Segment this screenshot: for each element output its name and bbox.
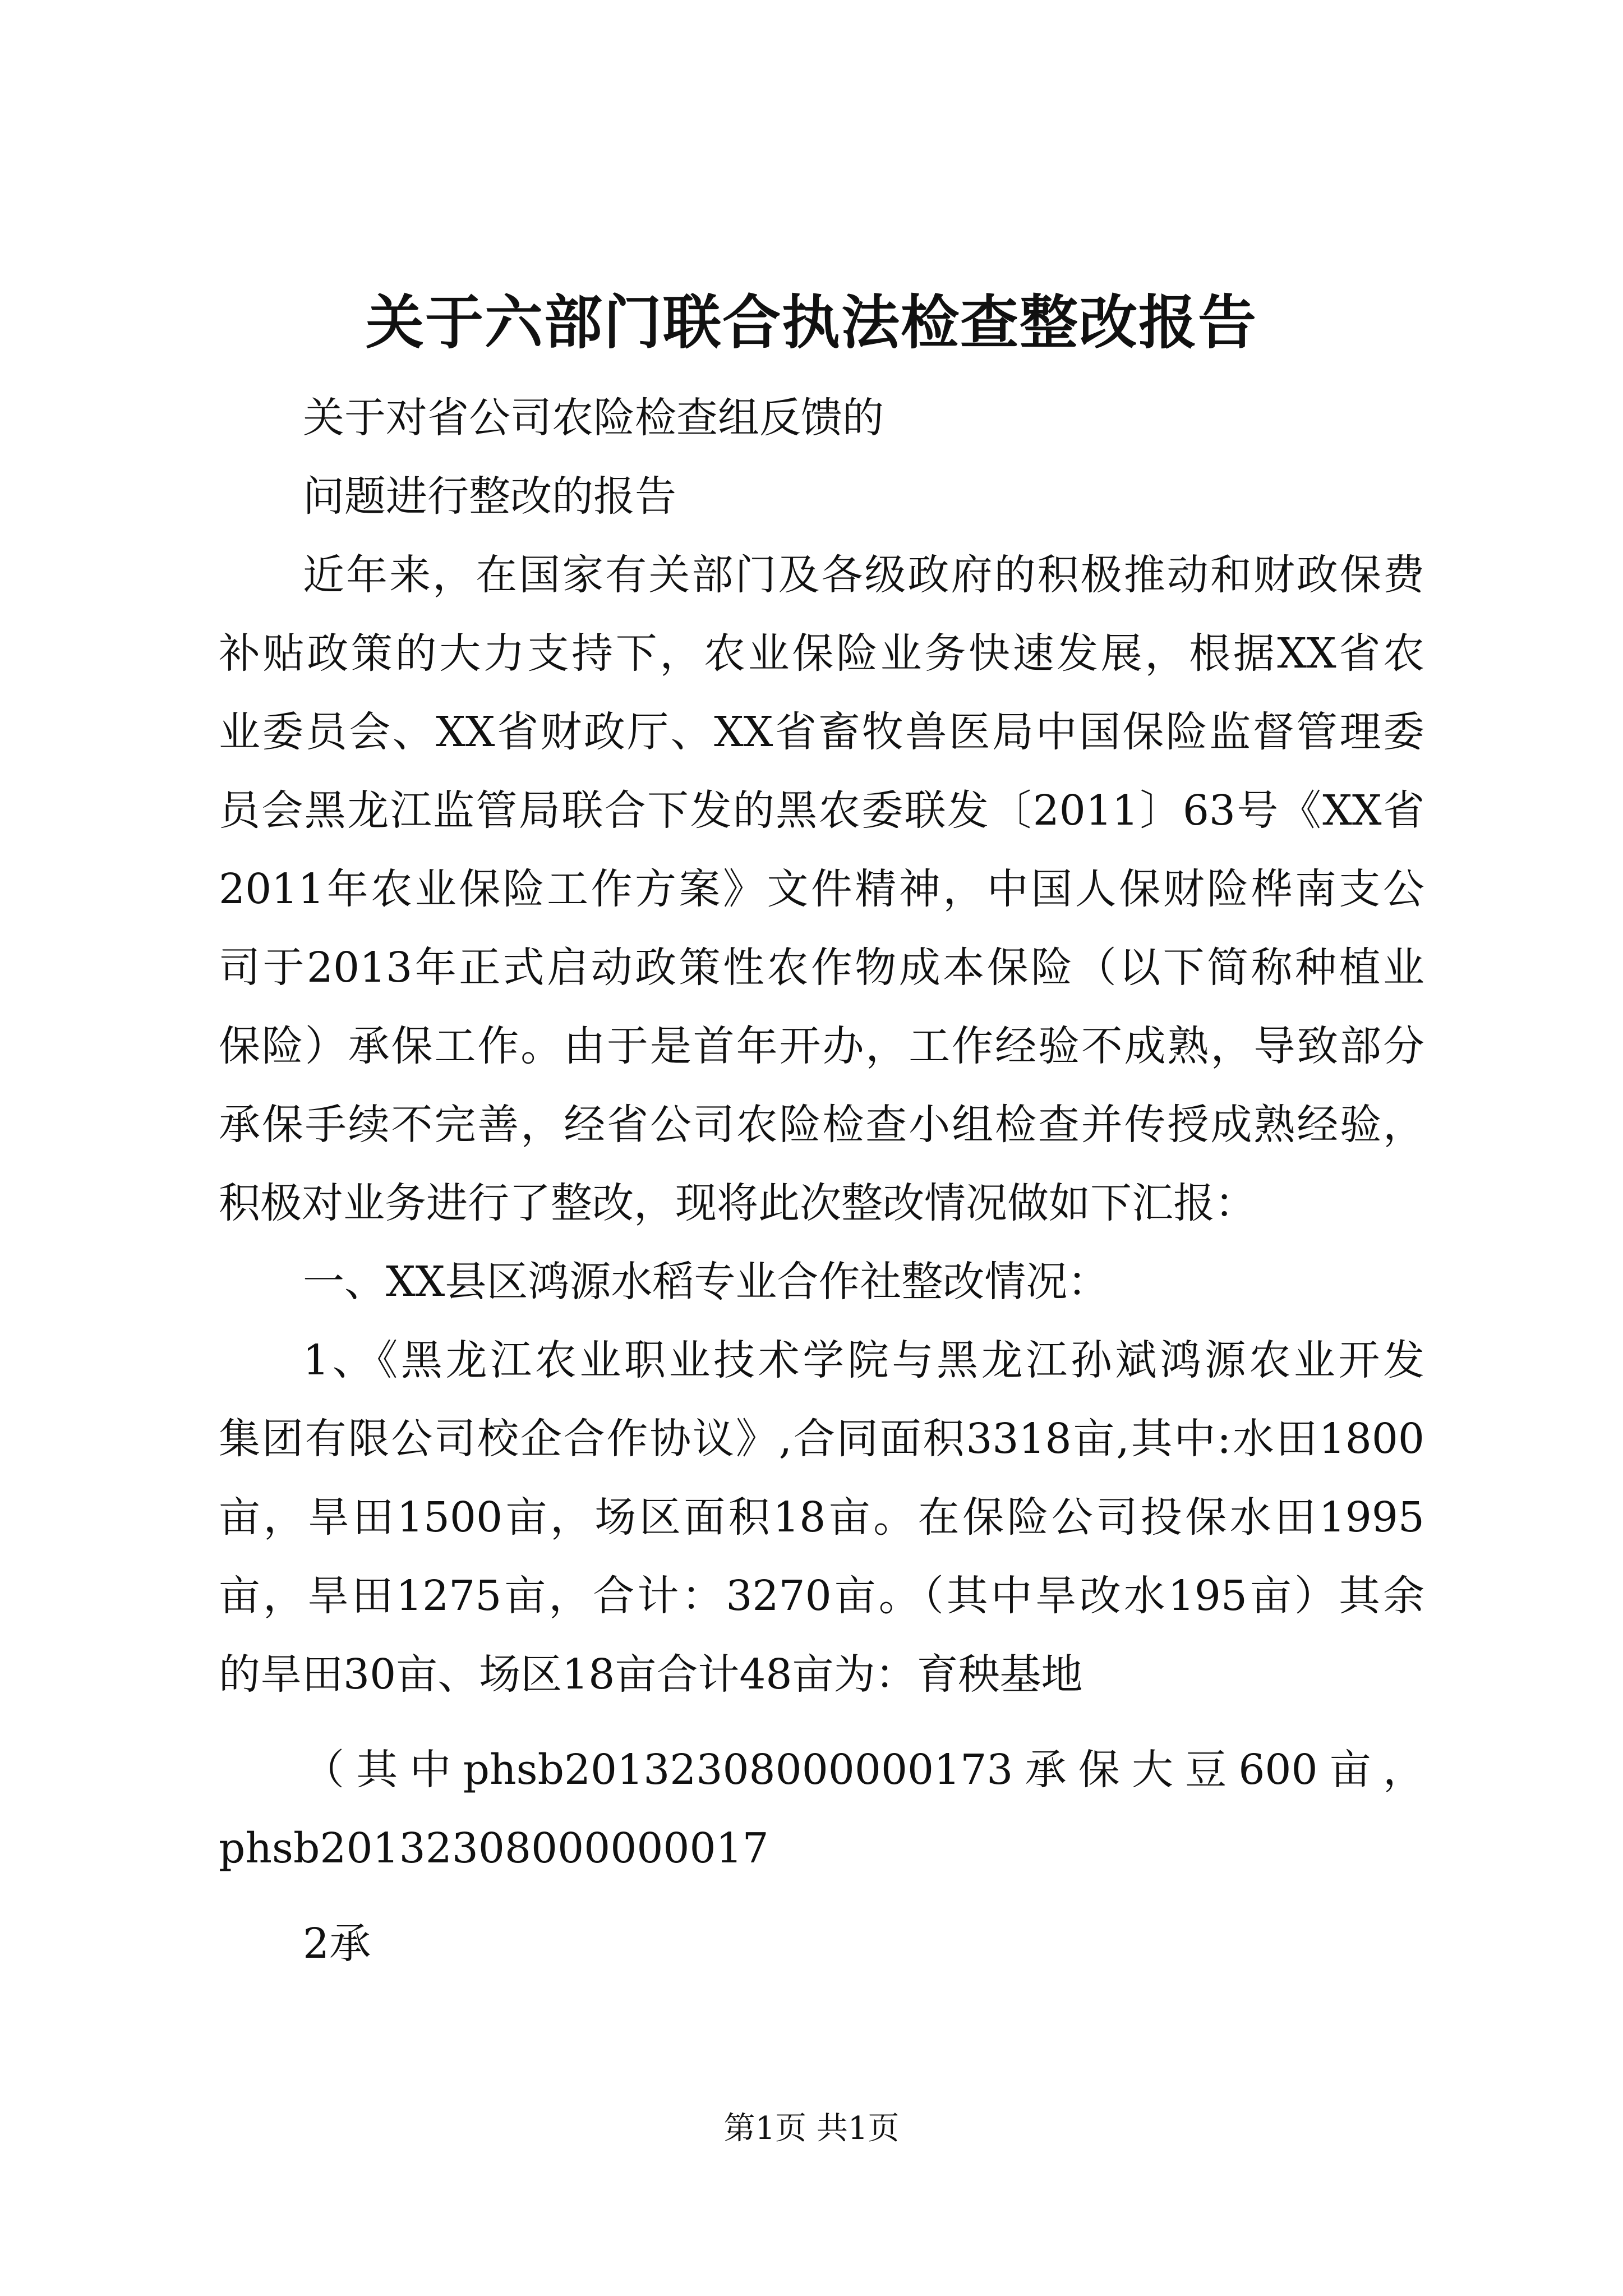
subtitle-line-1: 关于对省公司农险检查组反馈的: [303, 394, 884, 442]
paragraph-line: phsb20132308000000017: [219, 1824, 769, 1872]
paragraph-line: 司于2013年正式启动政策性农作物成本保险（以下简称种植业: [219, 944, 1424, 992]
paragraph-line: 承保手续不完善，经省公司农险检查小组检查并传授成熟经验，: [219, 1101, 1424, 1149]
paragraph-line: 的旱田30亩、场区18亩合计48亩为：育秧基地: [219, 1650, 1083, 1699]
paragraph-line: 1、《黑龙江农业职业技术学院与黑龙江孙斌鸿源农业开发: [303, 1336, 1424, 1384]
paragraph-line: 2承: [303, 1920, 371, 1968]
paragraph-line: 补贴政策的大力支持下，农业保险业务快速发展，根据XX省农: [219, 629, 1424, 678]
paragraph-line: 亩，旱田1500亩，场区面积18亩。在保险公司投保水田1995: [219, 1493, 1424, 1542]
paragraph-line: 保险）承保工作。由于是首年开办，工作经验不成熟，导致部分: [219, 1022, 1424, 1070]
paragraph-line: 业委员会、XX省财政厅、XX省畜牧兽医局中国保险监督管理委: [219, 708, 1424, 756]
paragraph-line: 2011年农业保险工作方案》文件精神，中国人保财险桦南支公: [219, 865, 1424, 913]
paragraph-line: 近年来，在国家有关部门及各级政府的积极推动和财政保费: [303, 551, 1424, 599]
document-title: 关于六部门联合执法检查整改报告: [365, 288, 1257, 357]
paragraph-line: 亩，旱田1275亩，合计：3270亩。（其中旱改水195亩）其余: [219, 1572, 1424, 1620]
page-footer: 第1页 共1页: [723, 2110, 900, 2147]
subtitle-line-2: 问题进行整改的报告: [303, 472, 676, 521]
paragraph-line: 积极对业务进行了整改，现将此次整改情况做如下汇报：: [219, 1179, 1256, 1227]
section-heading: 一、XX县区鸿源水稻专业合作社整改情况：: [303, 1258, 1109, 1306]
paragraph-line: 员会黑龙江监管局联合下发的黑农委联发〔2011〕63号《XX省: [219, 786, 1424, 835]
paragraph-line: 集团有限公司校企合作协议》,合同面积3318亩,其中:水田1800: [219, 1415, 1424, 1463]
paragraph-line: （其中phsb20132308000000173承保大豆600亩，: [303, 1746, 1424, 1794]
